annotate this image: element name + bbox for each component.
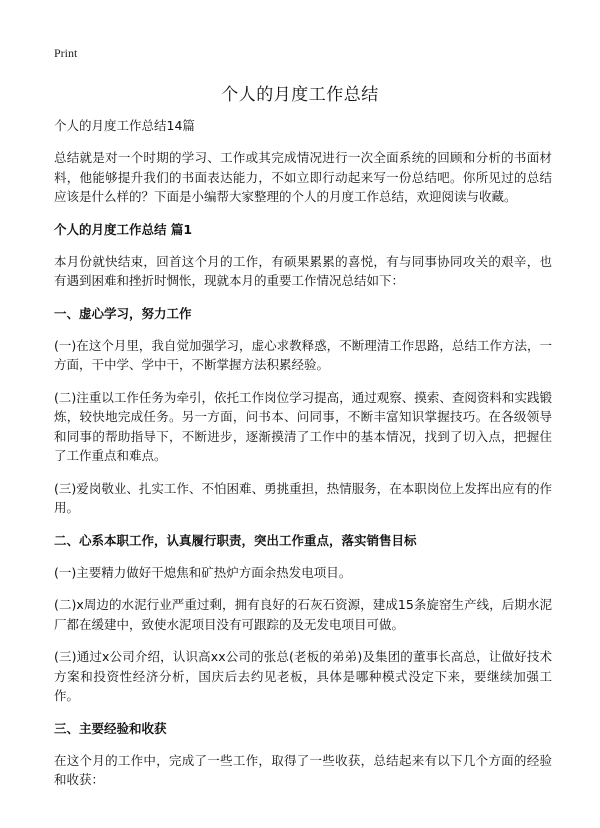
section-2-paragraph-2: (二)x周边的水泥行业严重过剩，拥有良好的石灰石资源，建成15条旋窑生产线，后期水泥厂都在缓建中，致使水泥项目没有可跟踪的及无发电项目可做。 bbox=[54, 597, 552, 632]
section-3-heading: 三、主要经验和收获 bbox=[54, 720, 167, 736]
document-subtitle: 个人的月度工作总结14篇 bbox=[54, 118, 195, 133]
article-heading: 个人的月度工作总结 篇1 bbox=[54, 221, 193, 237]
section-1-paragraph-2: (二)注重以工作任务为牵引，依托工作岗位学习提高，通过观察、摸索、查阅资料和实践锻炼，较快地完成任务。另一方面，问书本、问同事，不断丰富知识掌握技巧。在各级领导和同事的帮助指导下，不断进步，逐渐摸清了工作中的基本情况，找到了切入点，把握住了工作重点和难点。 bbox=[54, 389, 552, 463]
section-1-paragraph-1: (一)在这个月里，我自觉加强学习，虚心求教释惑，不断理清工作思路，总结工作方法，一方面，干中学、学中干，不断掌握方法积累经验。 bbox=[54, 337, 552, 372]
section-2-paragraph-1: (一)主要精力做好干熄焦和矿热炉方面余热发电项目。 bbox=[54, 564, 352, 580]
section-3-paragraph-1: 在这个月的工作中，完成了一些工作，取得了一些收获，总结起来有以下几个方面的经验和收获： bbox=[54, 752, 552, 787]
section-1-paragraph-3: (三)爱岗敬业、扎实工作、不怕困难、勇挑重担，热情服务，在本职岗位上发挥出应有的作用。 bbox=[54, 480, 552, 515]
print-link[interactable]: Print bbox=[54, 46, 78, 60]
section-1-heading: 一、虚心学习，努力工作 bbox=[54, 305, 192, 321]
document-body bbox=[54, 116, 552, 803]
section-2-paragraph-3: (三)通过x公司介绍，认识高xx公司的张总(老板的弟弟)及集团的董事长高总，让做好技术方案和投资性经济分析，国庆后去约见老板，具体是哪种模式没定下来，要继续加强工作。 bbox=[54, 649, 552, 703]
page-title: 个人的月度工作总结 bbox=[221, 85, 379, 105]
section-2-heading: 二、心系本职工作，认真履行职责，突出工作重点，落实销售目标 bbox=[54, 532, 417, 548]
article-intro-paragraph: 本月份就快结束，回首这个月的工作，有硕果累累的喜悦，有与同事协同攻关的艰辛，也有遇到困难和挫折时惆怅，现就本月的重要工作情况总结如下： bbox=[54, 253, 552, 288]
intro-paragraph: 总结就是对一个时期的学习、工作或其完成情况进行一次全面系统的回顾和分析的书面材料，他能够提升我们的书面表达能力，不如立即行动起来写一份总结吧。你所见过的总结应该是什么样的？下面是小编帮大家整理的个人的月度工作总结，欢迎阅读与收藏。 bbox=[54, 150, 552, 204]
